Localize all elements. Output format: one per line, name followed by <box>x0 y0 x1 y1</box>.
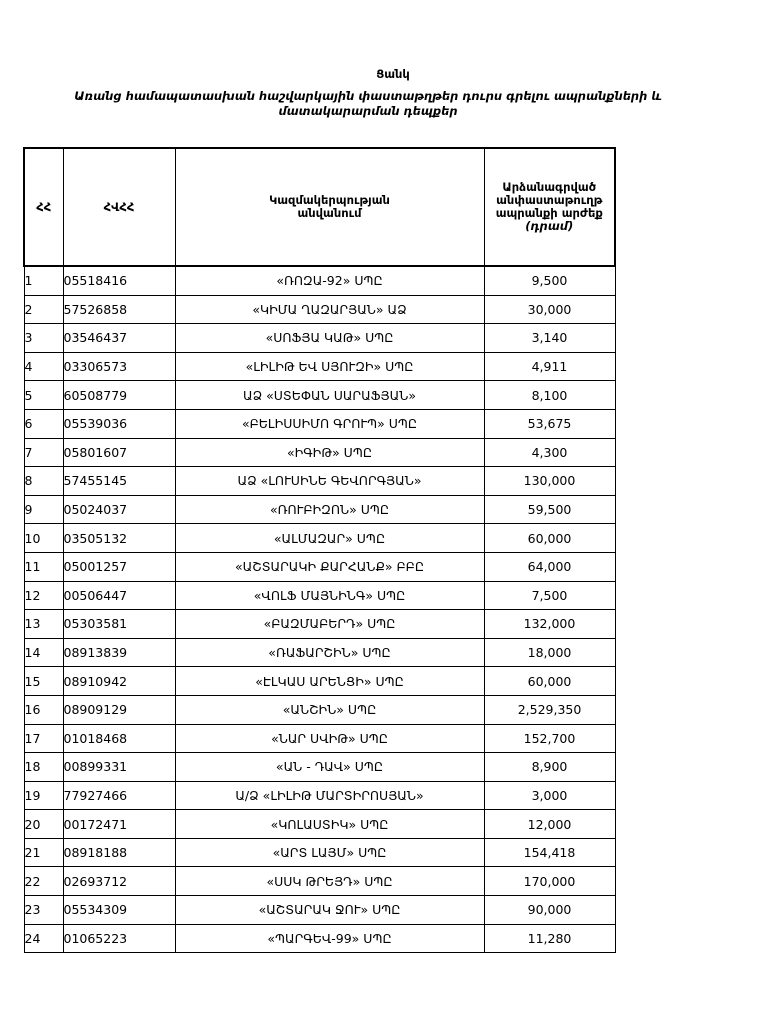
row-organization-name: «ԷԼԿԱՍ ԱՐԵՆՑԻ» ՍՊԸ <box>175 667 484 696</box>
table-row <box>24 552 615 581</box>
row-number: 6 <box>24 409 63 438</box>
row-number: 9 <box>24 495 63 524</box>
row-value: 30,000 <box>484 295 615 324</box>
table-row <box>24 324 615 353</box>
row-value: 9,500 <box>484 266 615 295</box>
row-tax-code: 05534309 <box>63 896 175 925</box>
table-row <box>24 295 615 324</box>
row-value: 60,000 <box>484 524 615 553</box>
table-row <box>24 896 615 925</box>
row-value: 4,300 <box>484 438 615 467</box>
row-number: 23 <box>24 896 63 925</box>
row-organization-name: «ԱԼՄԱԶԱՐ» ՍՊԸ <box>175 524 484 553</box>
row-value: 12,000 <box>484 810 615 839</box>
row-organization-name: «ԲԱԶՄԱԲԵՐԴ» ՍՊԸ <box>175 610 484 639</box>
row-tax-code: 01018468 <box>63 724 175 753</box>
organizations-table <box>23 147 616 953</box>
document-subtitle-line-1: Առանց համապատասխան հաշվարկային փաստաթղթեր դուրս գրելու ապրանքների և <box>74 89 662 103</box>
row-value: 64,000 <box>484 552 615 581</box>
row-number: 1 <box>24 266 63 295</box>
row-tax-code: 08913839 <box>63 638 175 667</box>
table-row <box>24 695 615 724</box>
row-value: 154,418 <box>484 838 615 867</box>
row-tax-code: 00899331 <box>63 753 175 782</box>
row-organization-name: «ԱՆ - ԴԱՎ» ՍՊԸ <box>175 753 484 782</box>
header-name-line-1: Կազմակերպության <box>269 193 390 207</box>
header-code: ՀՎՀՀ <box>63 148 175 266</box>
header-value <box>484 148 615 266</box>
row-number: 12 <box>24 581 63 610</box>
row-tax-code: 05518416 <box>63 266 175 295</box>
table-row <box>24 610 615 639</box>
row-organization-name: «ԼԻԼԻԹ ԵՎ ՍՅՈՒԶԻ» ՍՊԸ <box>175 352 484 381</box>
row-number: 22 <box>24 867 63 896</box>
document-subtitle <box>40 89 696 119</box>
row-tax-code: 05001257 <box>63 552 175 581</box>
row-organization-name: «ԱՐՏ ԼԱՅՄ» ՍՊԸ <box>175 838 484 867</box>
row-value: 11,280 <box>484 924 615 953</box>
row-value: 8,900 <box>484 753 615 782</box>
row-number: 21 <box>24 838 63 867</box>
row-tax-code: 03505132 <box>63 524 175 553</box>
row-organization-name: «ԿԻՄԱ ՂԱԶԱՐՅԱՆ» ԱՁ <box>175 295 484 324</box>
row-value: 4,911 <box>484 352 615 381</box>
document-title: Ցանկ <box>376 67 410 81</box>
row-tax-code: 05539036 <box>63 409 175 438</box>
row-value: 3,140 <box>484 324 615 353</box>
row-tax-code: 05303581 <box>63 610 175 639</box>
row-organization-name: «ԲԵԼԻՍՍԻՄՈ ԳՐՈՒՊ» ՍՊԸ <box>175 409 484 438</box>
table-row <box>24 838 615 867</box>
row-number: 7 <box>24 438 63 467</box>
row-tax-code: 02693712 <box>63 867 175 896</box>
table-row <box>24 438 615 467</box>
table-header-row <box>24 148 615 266</box>
table-row <box>24 638 615 667</box>
row-tax-code: 60508779 <box>63 381 175 410</box>
table-row <box>24 924 615 953</box>
row-value: 59,500 <box>484 495 615 524</box>
row-organization-name: ԱՁ «ՍՏԵՓԱՆ ՍԱՐԱՖՅԱՆ» <box>175 381 484 410</box>
row-organization-name: Ա/Ձ «ԼԻԼԻԹ ՄԱՐՏԻՐՈՍՅԱՆ» <box>175 781 484 810</box>
row-number: 18 <box>24 753 63 782</box>
row-value: 170,000 <box>484 867 615 896</box>
row-organization-name: «ԿՈԼԱՍՏԻԿ» ՍՊԸ <box>175 810 484 839</box>
row-value: 152,700 <box>484 724 615 753</box>
row-number: 24 <box>24 924 63 953</box>
row-value: 8,100 <box>484 381 615 410</box>
table-header <box>24 148 615 266</box>
table-row <box>24 781 615 810</box>
header-value-unit: (դրամ) <box>525 219 574 233</box>
table-row <box>24 524 615 553</box>
row-organization-name: «ՍՈՖՅԱ ԿԱԹ» ՍՊԸ <box>175 324 484 353</box>
row-number: 8 <box>24 467 63 496</box>
row-number: 14 <box>24 638 63 667</box>
row-tax-code: 08918188 <box>63 838 175 867</box>
row-number: 3 <box>24 324 63 353</box>
row-number: 16 <box>24 695 63 724</box>
row-tax-code: 05801607 <box>63 438 175 467</box>
row-organization-name: «ՌՈՒԲԻԶՈՆ» ՍՊԸ <box>175 495 484 524</box>
table-row <box>24 266 615 295</box>
row-organization-name: «ՎՈԼՖ ՄԱՅՆԻՆԳ» ՍՊԸ <box>175 581 484 610</box>
table-row <box>24 867 615 896</box>
row-value: 53,675 <box>484 409 615 438</box>
row-number: 2 <box>24 295 63 324</box>
header-num: ՀՀ <box>24 148 63 266</box>
row-organization-name: «ՍՍԿ ԹՐԵՅԴ» ՍՊԸ <box>175 867 484 896</box>
row-number: 11 <box>24 552 63 581</box>
row-tax-code: 00506447 <box>63 581 175 610</box>
row-tax-code: 08910942 <box>63 667 175 696</box>
row-organization-name: «ԻԳԻԹ» ՍՊԸ <box>175 438 484 467</box>
row-tax-code: 00172471 <box>63 810 175 839</box>
row-organization-name: «ԱՇՏԱՐԱԿԻ ՔԱՐՀԱՆՔ» ԲԲԸ <box>175 552 484 581</box>
table-body <box>24 266 615 953</box>
row-number: 19 <box>24 781 63 810</box>
row-tax-code: 03546437 <box>63 324 175 353</box>
row-number: 13 <box>24 610 63 639</box>
row-organization-name: ԱՁ «ԼՈՒՍԻՆԵ ԳԵՎՈՐԳՅԱՆ» <box>175 467 484 496</box>
table-row <box>24 409 615 438</box>
row-tax-code: 08909129 <box>63 695 175 724</box>
row-value: 60,000 <box>484 667 615 696</box>
table-row <box>24 581 615 610</box>
row-number: 5 <box>24 381 63 410</box>
row-organization-name: «ՊԱՐԳԵՎ-99» ՍՊԸ <box>175 924 484 953</box>
header-name-line-2: անվանում <box>297 206 362 220</box>
table-row <box>24 810 615 839</box>
row-number: 10 <box>24 524 63 553</box>
header-name <box>175 148 484 266</box>
row-number: 20 <box>24 810 63 839</box>
table-row <box>24 495 615 524</box>
row-tax-code: 03306573 <box>63 352 175 381</box>
row-value: 7,500 <box>484 581 615 610</box>
header-value-line-3: ապրանքի արժեք <box>495 206 603 220</box>
row-organization-name: «ԱՇՏԱՐԱԿ ՋՈՒ» ՍՊԸ <box>175 896 484 925</box>
header-value-line-1: Արձանագրված <box>502 180 597 194</box>
document-subtitle-line-2: մատակարարման դեպքեր <box>278 104 458 118</box>
row-number: 15 <box>24 667 63 696</box>
row-tax-code: 57526858 <box>63 295 175 324</box>
row-organization-name: «ԱՆՇԻՆ» ՍՊԸ <box>175 695 484 724</box>
row-value: 130,000 <box>484 467 615 496</box>
table-row <box>24 381 615 410</box>
row-value: 90,000 <box>484 896 615 925</box>
table-row <box>24 667 615 696</box>
row-value: 3,000 <box>484 781 615 810</box>
row-organization-name: «ՌԱՖԱՐՇԻՆ» ՍՊԸ <box>175 638 484 667</box>
header-value-line-2: անփաստաթուղթ <box>496 193 603 207</box>
row-value: 132,000 <box>484 610 615 639</box>
table-row <box>24 467 615 496</box>
row-tax-code: 57455145 <box>63 467 175 496</box>
table-row <box>24 724 615 753</box>
row-number: 4 <box>24 352 63 381</box>
row-value: 18,000 <box>484 638 615 667</box>
row-organization-name: «ՌՈԶԱ-92» ՍՊԸ <box>175 266 484 295</box>
table-row <box>24 352 615 381</box>
row-tax-code: 77927466 <box>63 781 175 810</box>
row-tax-code: 05024037 <box>63 495 175 524</box>
row-value: 2,529,350 <box>484 695 615 724</box>
row-number: 17 <box>24 724 63 753</box>
row-tax-code: 01065223 <box>63 924 175 953</box>
table-row <box>24 753 615 782</box>
row-organization-name: «ՆԱՐ ՍՎԻԹ» ՍՊԸ <box>175 724 484 753</box>
